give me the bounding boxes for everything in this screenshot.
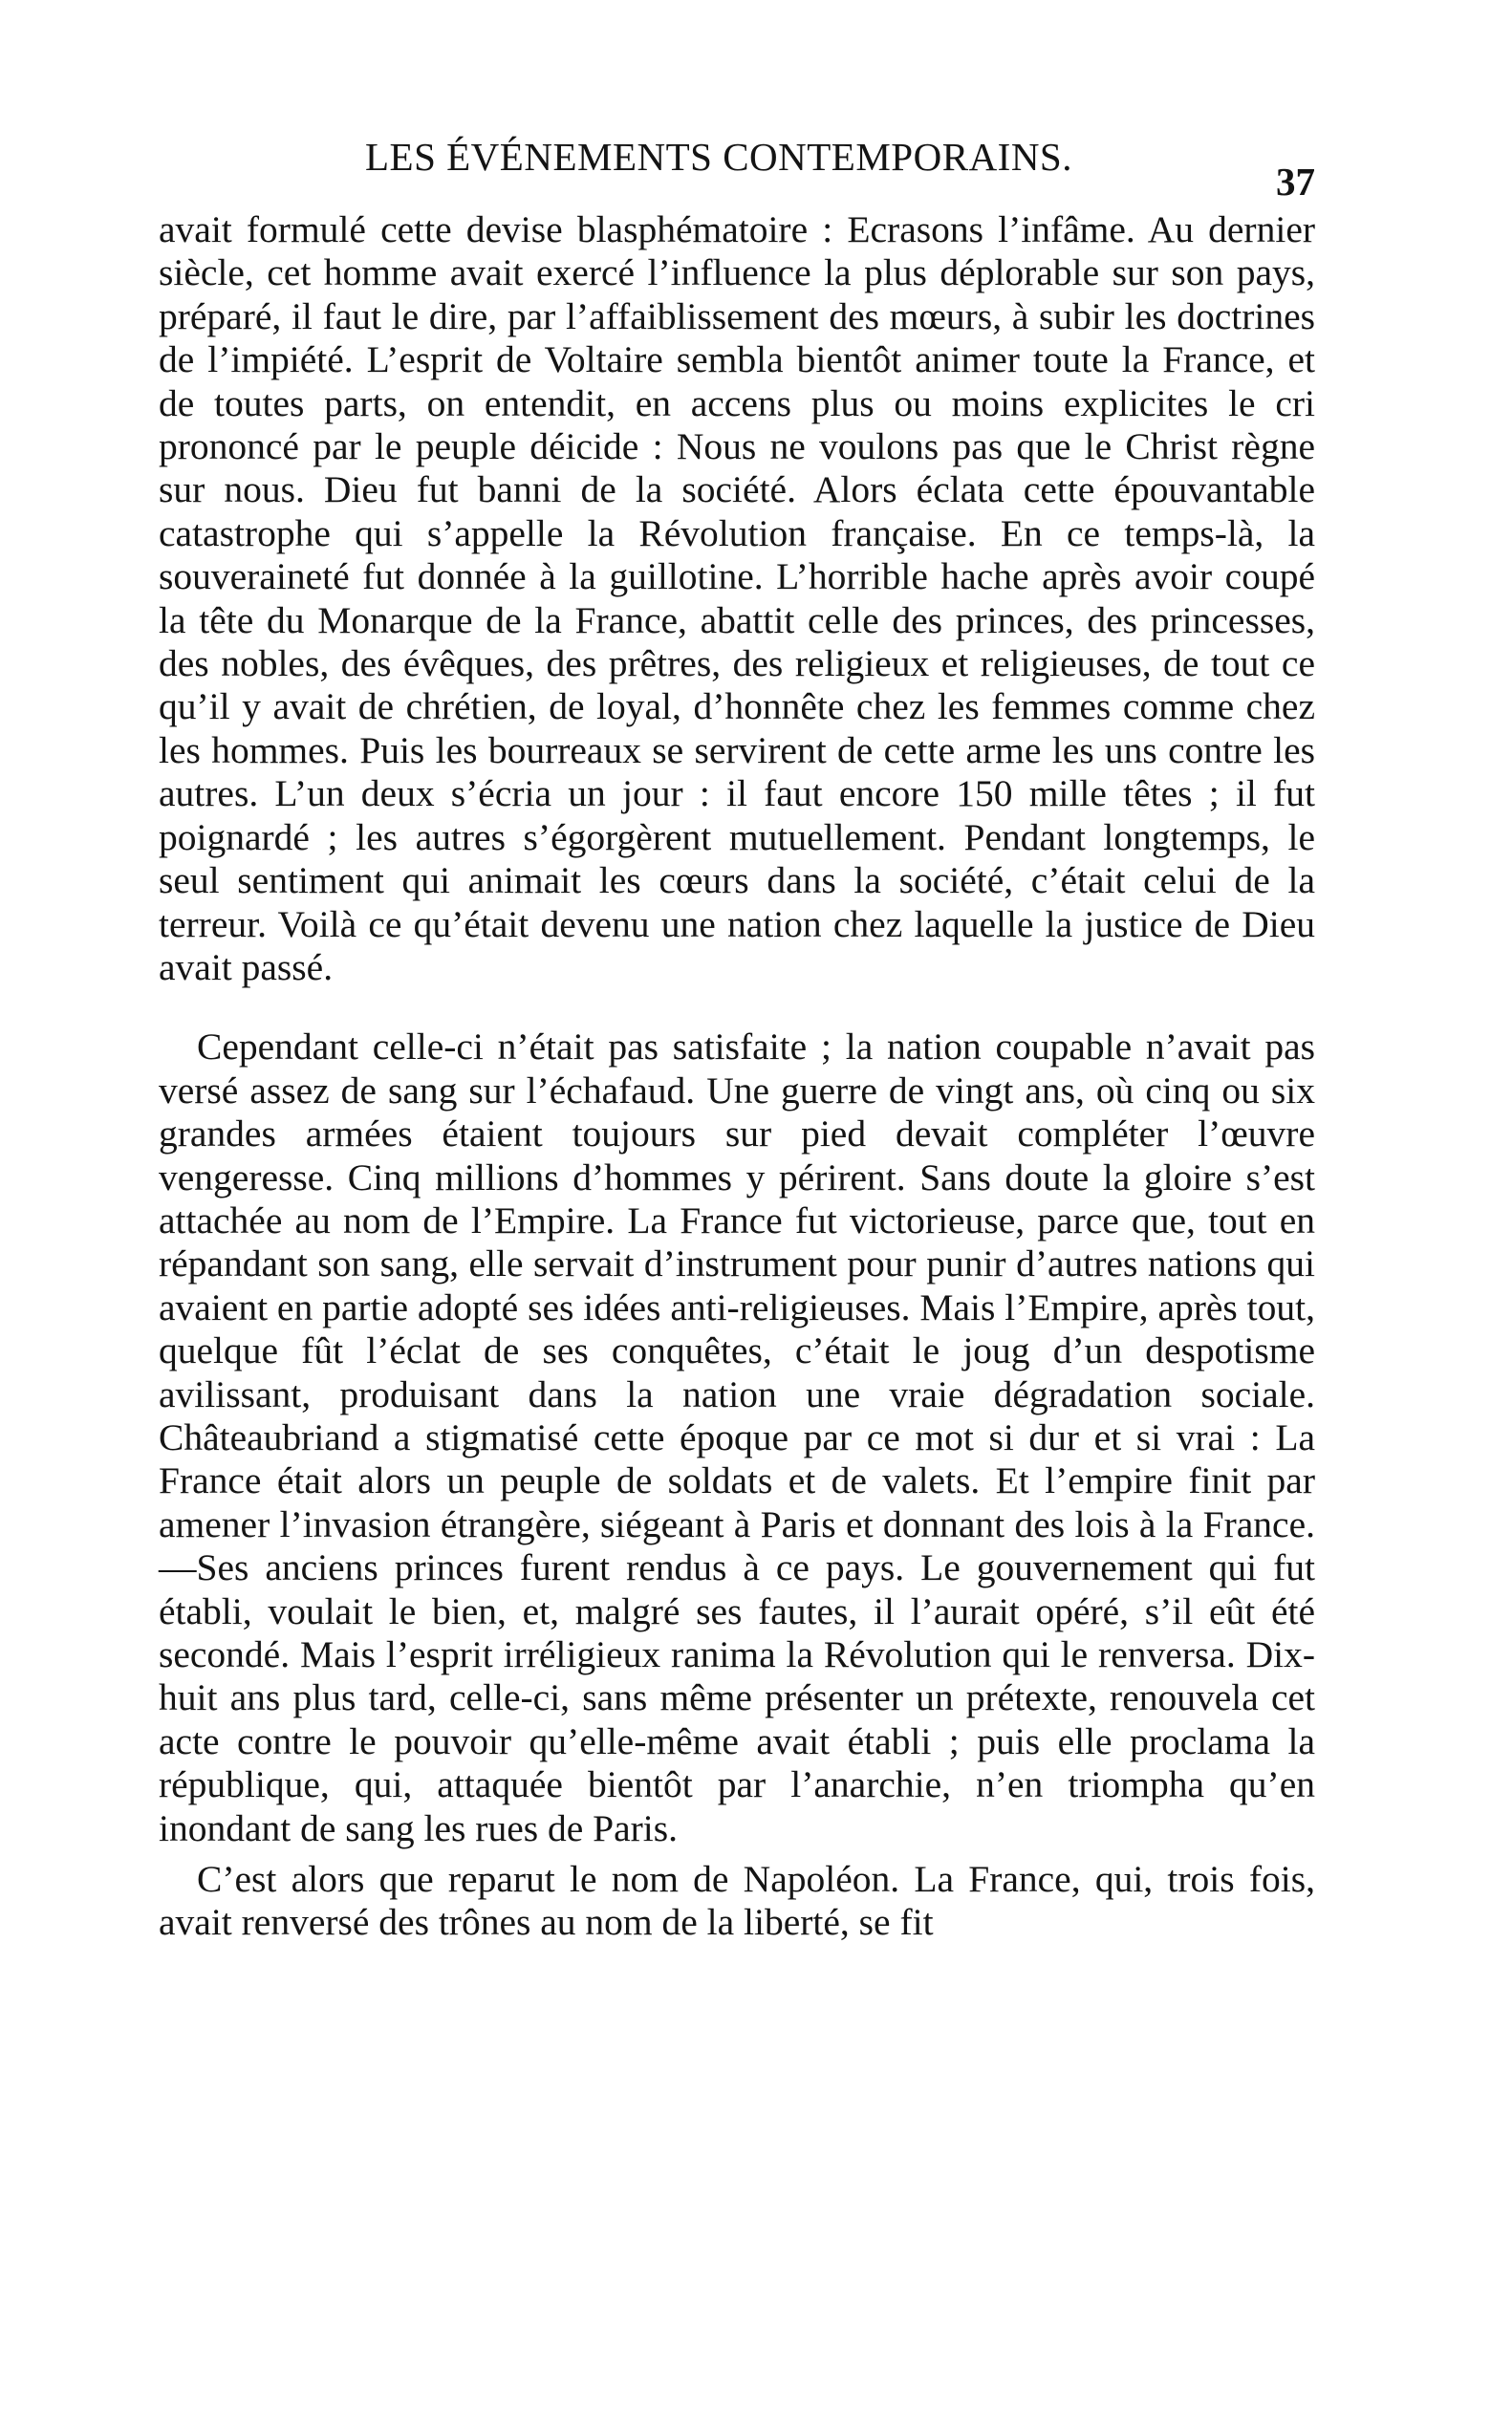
paragraph-3: C’est alors que reparut le nom de Napoléon. La France, qui, trois fois, avait renversé des trônes au nom de la liberté, se fit [159,1858,1315,1944]
page-number: 37 [1276,160,1315,204]
running-title: LES ÉVÉNEMENTS CONTEMPORAINS. [365,135,1072,179]
paragraph-2: Cependant celle-ci n’était pas satisfaite ; la nation coupable n’avait pas versé assez de sang sur l’échafaud. Une guerre de vingt ans, où cinq ou six grandes armées étaient toujours sur pied devait compléter l’œuvre vengeresse. Cinq millions d’hommes y périrent. Sans doute la gloire s’est attachée au nom de l’Empire. La France fut victorieuse, parce que, tout en répandant son sang, elle servait d’instrument pour punir d’autres nations qui avaient en partie adopté ses idées anti-religieuses. Mais l’Empire, après tout, quelque fût l’éclat de ses conquêtes, c’était le joug d’un despotisme avilissant, produisant dans la nation une vraie dégradation sociale. Châteaubriand a stigmatisé cette époque par ce mot si dur et si vrai : La France était alors un peuple de soldats et de valets. Et l’empire finit par amener l’invasion étrangère, siégeant à Paris et donnant des lois à la France.—Ses anciens princes furent rendus à ce pays. Le gouvernement qui fut établi, voulait le bien, et, malgré ses fautes, il l’aurait opéré, s’il eût été secondé. Mais l’esprit irréligieux ranima la Révolution qui le renversa. Dix-huit ans plus tard, celle-ci, sans même présenter un prétexte, renouvela cet acte contre le pouvoir qu’elle-même avait établi ; puis elle proclama la république, qui, attaquée bientôt par l’anarchie, n’en triompha qu’en inondant de sang les rues de Paris. [159,1025,1315,1849]
paragraph-1: avait formulé cette devise blasphématoire : Ecrasons l’infâme. Au dernier siècle, cet homme avait exercé l’influence la plus déplorable sur son pays, préparé, il faut le dire, par l’affaiblissement des mœurs, à subir les doctrines de l’impiété. L’esprit de Voltaire sembla bientôt animer toute la France, et de toutes parts, on entendit, en accens plus ou moins explicites le cri prononcé par le peuple déicide : Nous ne voulons pas que le Christ règne sur nous. Dieu fut banni de la société. Alors éclata cette épouvantable catastrophe qui s’appelle la Révolution française. En ce temps-là, la souveraineté fut donnée à la guillotine. L’horrible hache après avoir coupé la tête du Monarque de la France, abattit celle des princes, des princesses, des nobles, des évêques, des prêtres, des religieux et religieuses, de tout ce qu’il y avait de chrétien, de loyal, d’honnête chez les femmes comme chez les hommes. Puis les bourreaux se servirent de cette arme les uns contre les autres. L’un deux s’écria un jour : il faut encore 150 mille têtes ; il fut poignardé ; les autres s’égorgèrent mutuellement. Pendant longtemps, le seul sentiment qui animait les cœurs dans la société, c’était celui de la terreur. Voilà ce qu’était devenu une nation chez laquelle la justice de Dieu avait passé. [159,208,1315,988]
body-text [159,208,1315,1945]
